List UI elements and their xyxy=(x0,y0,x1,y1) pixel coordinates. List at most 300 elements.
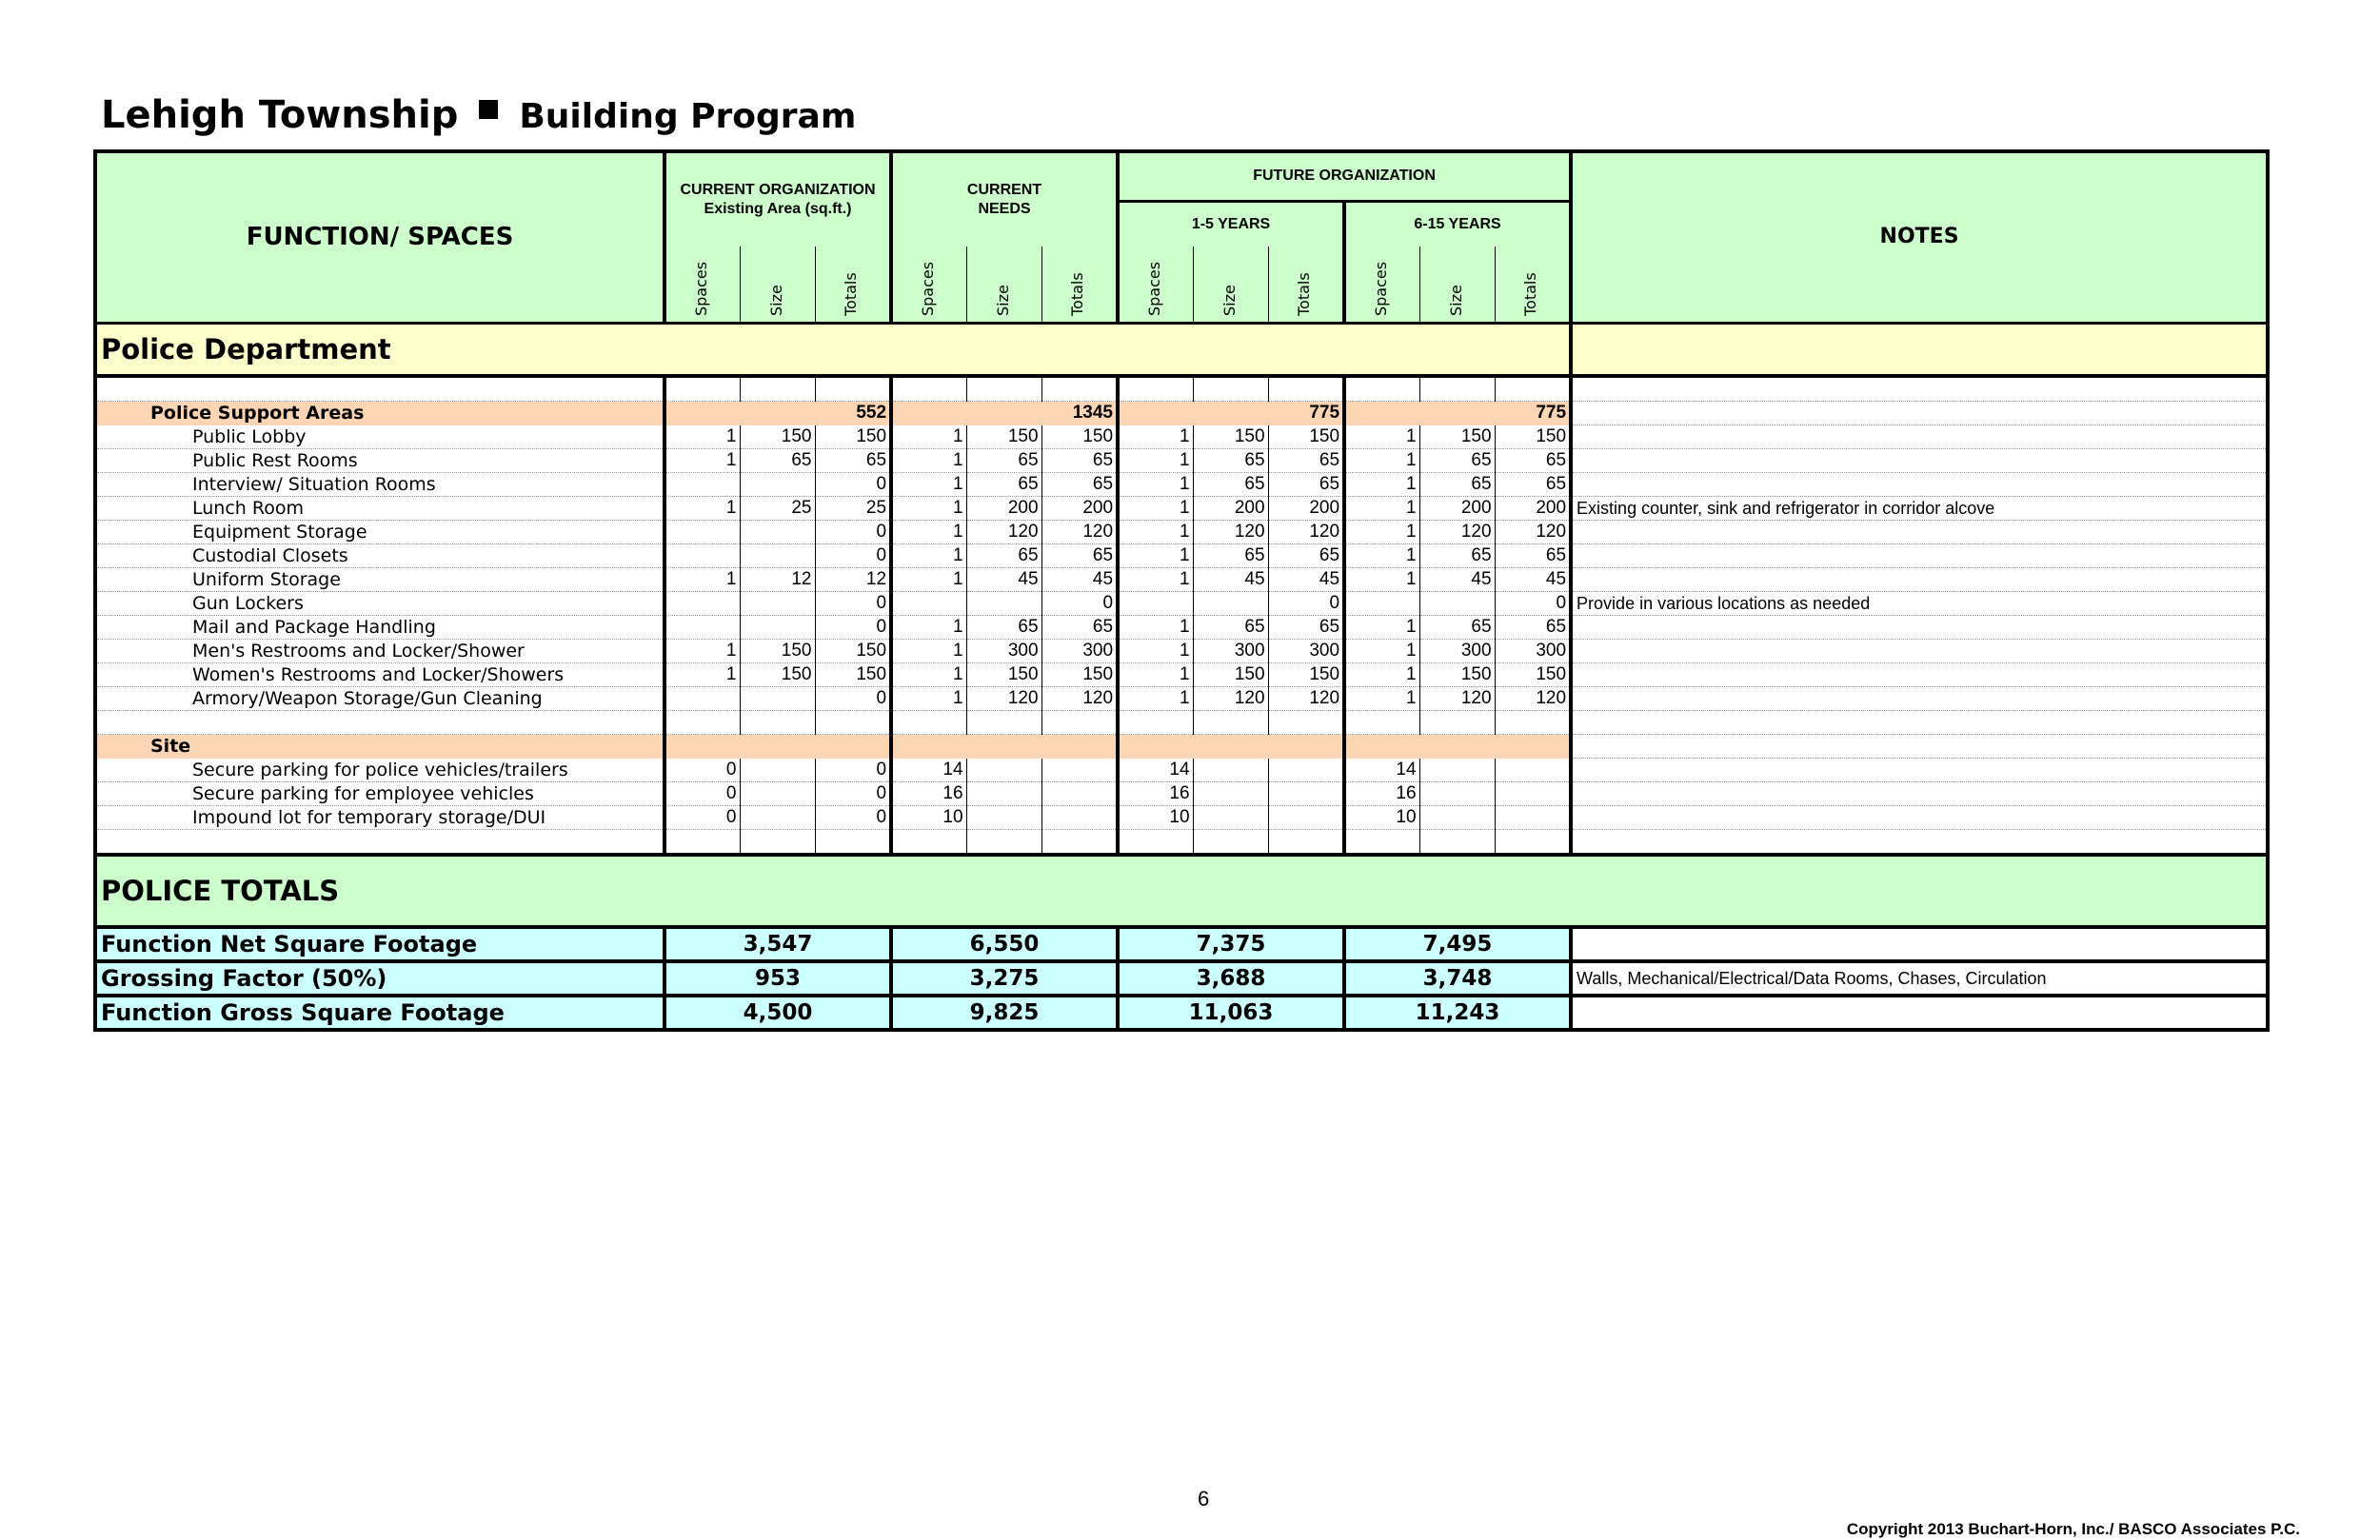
blank-cell xyxy=(740,711,815,735)
blank-cell xyxy=(95,376,664,402)
value-cell: 1 xyxy=(1118,473,1193,497)
category-cell xyxy=(740,735,815,759)
notes-cell xyxy=(1571,376,2268,402)
space-name: Armory/Weapon Storage/Gun Cleaning xyxy=(95,687,664,711)
value-cell xyxy=(1041,782,1118,806)
value-cell: 10 xyxy=(891,806,966,830)
years-6-15-header: 6-15 YEARS xyxy=(1344,201,1571,247)
value-cell: 1 xyxy=(891,663,966,687)
value-cell: 150 xyxy=(1419,425,1495,449)
blank-cell xyxy=(1344,830,1419,856)
space-name: Equipment Storage xyxy=(95,521,664,544)
blank-cell xyxy=(1118,830,1193,856)
value-cell: 1 xyxy=(1344,425,1419,449)
value-cell xyxy=(740,687,815,711)
value-cell: 300 xyxy=(1495,640,1571,663)
value-cell: 1 xyxy=(1118,497,1193,521)
value-cell: 65 xyxy=(1268,449,1344,473)
totals-value: 6,550 xyxy=(891,927,1118,961)
value-cell: 14 xyxy=(1118,759,1193,782)
value-cell: 65 xyxy=(1041,616,1118,640)
blank-cell xyxy=(1495,711,1571,735)
blank-cell xyxy=(1419,376,1495,402)
notes-section-cell xyxy=(1571,323,2268,376)
category-cell xyxy=(891,735,966,759)
column-header-size: Size xyxy=(966,247,1041,323)
blank-cell xyxy=(1344,711,1419,735)
category-cell xyxy=(740,402,815,425)
value-cell xyxy=(1419,782,1495,806)
current-needs-header xyxy=(891,151,1118,247)
blank-cell xyxy=(891,376,966,402)
value-cell: 1 xyxy=(664,497,740,521)
value-cell: 1 xyxy=(1344,663,1419,687)
blank-cell xyxy=(1268,376,1344,402)
blank-cell xyxy=(95,711,664,735)
value-cell: 1 xyxy=(664,425,740,449)
blank-cell xyxy=(966,376,1041,402)
value-cell: 14 xyxy=(1344,759,1419,782)
value-cell: 1 xyxy=(1118,687,1193,711)
value-cell: 1 xyxy=(891,473,966,497)
totals-note: Walls, Mechanical/Electrical/Data Rooms, Chases, Circulation xyxy=(1571,961,2268,996)
value-cell: 150 xyxy=(740,640,815,663)
value-cell: 120 xyxy=(1041,687,1118,711)
notes-cell xyxy=(1571,402,2268,425)
value-cell: 150 xyxy=(1193,663,1268,687)
value-cell: 300 xyxy=(966,640,1041,663)
totals-value: 4,500 xyxy=(664,996,891,1030)
blank-cell xyxy=(1118,711,1193,735)
value-cell: 65 xyxy=(1268,616,1344,640)
value-cell: 120 xyxy=(1419,521,1495,544)
space-name: Men's Restrooms and Locker/Shower xyxy=(95,640,664,663)
value-cell: 65 xyxy=(966,544,1041,568)
category-cell xyxy=(1344,735,1419,759)
value-cell: 0 xyxy=(815,687,891,711)
value-cell: 150 xyxy=(1268,663,1344,687)
totals-value: 11,243 xyxy=(1344,996,1571,1030)
blank-cell xyxy=(1193,376,1268,402)
building-program-table xyxy=(93,149,2270,1032)
notes-cell xyxy=(1571,711,2268,735)
value-cell: 200 xyxy=(1041,497,1118,521)
value-cell: 0 xyxy=(664,782,740,806)
column-header-totals: Totals xyxy=(815,247,891,323)
value-cell: 1 xyxy=(891,687,966,711)
value-cell: 0 xyxy=(815,521,891,544)
notes-cell xyxy=(1571,521,2268,544)
space-name: Interview/ Situation Rooms xyxy=(95,473,664,497)
value-cell: 200 xyxy=(966,497,1041,521)
value-cell xyxy=(740,544,815,568)
category-cell xyxy=(966,735,1041,759)
value-cell: 65 xyxy=(1419,449,1495,473)
value-cell xyxy=(1419,806,1495,830)
value-cell: 150 xyxy=(1495,425,1571,449)
value-cell: 65 xyxy=(1193,544,1268,568)
value-cell: 150 xyxy=(966,425,1041,449)
value-cell: 25 xyxy=(815,497,891,521)
value-cell xyxy=(664,473,740,497)
value-cell: 150 xyxy=(1495,663,1571,687)
value-cell: 65 xyxy=(1041,473,1118,497)
years-1-5-header: 1-5 YEARS xyxy=(1118,201,1344,247)
value-cell xyxy=(1118,592,1193,616)
value-cell xyxy=(1041,759,1118,782)
space-name: Secure parking for police vehicles/trailers xyxy=(95,759,664,782)
value-cell: 1 xyxy=(1344,544,1419,568)
column-header-size: Size xyxy=(1193,247,1268,323)
notes-cell xyxy=(1571,449,2268,473)
blank-cell xyxy=(815,830,891,856)
notes-cell xyxy=(1571,425,2268,449)
category-cell xyxy=(664,735,740,759)
category-cell xyxy=(966,402,1041,425)
police-department-heading: Police Department xyxy=(95,323,1571,376)
space-name: Custodial Closets xyxy=(95,544,664,568)
value-cell: 65 xyxy=(1495,616,1571,640)
value-cell: 10 xyxy=(1118,806,1193,830)
value-cell: 1 xyxy=(891,449,966,473)
value-cell: 1 xyxy=(664,640,740,663)
value-cell: 1 xyxy=(1344,449,1419,473)
value-cell xyxy=(740,592,815,616)
blank-cell xyxy=(1419,711,1495,735)
blank-cell xyxy=(664,830,740,856)
value-cell: 1 xyxy=(891,521,966,544)
value-cell: 1 xyxy=(1118,425,1193,449)
value-cell: 45 xyxy=(1193,568,1268,592)
value-cell: 65 xyxy=(740,449,815,473)
value-cell: 65 xyxy=(1041,449,1118,473)
value-cell: 65 xyxy=(1419,616,1495,640)
value-cell xyxy=(1193,592,1268,616)
value-cell xyxy=(1495,806,1571,830)
value-cell: 120 xyxy=(1268,521,1344,544)
category-cell xyxy=(1193,735,1268,759)
value-cell xyxy=(966,782,1041,806)
notes-cell xyxy=(1571,735,2268,759)
value-cell: 65 xyxy=(1193,449,1268,473)
value-cell: 0 xyxy=(815,759,891,782)
value-cell: 45 xyxy=(1041,568,1118,592)
value-cell: 12 xyxy=(815,568,891,592)
value-cell: 16 xyxy=(1118,782,1193,806)
value-cell: 65 xyxy=(966,449,1041,473)
value-cell xyxy=(664,592,740,616)
category-cell xyxy=(1118,402,1193,425)
column-header-totals: Totals xyxy=(1268,247,1344,323)
column-header-size: Size xyxy=(1419,247,1495,323)
page-number: 6 xyxy=(1198,1487,1210,1510)
space-name: Women's Restrooms and Locker/Showers xyxy=(95,663,664,687)
blank-cell xyxy=(966,711,1041,735)
value-cell xyxy=(966,592,1041,616)
value-cell: 150 xyxy=(740,663,815,687)
totals-value: 7,495 xyxy=(1344,927,1571,961)
space-name: Mail and Package Handling xyxy=(95,616,664,640)
value-cell: 0 xyxy=(1041,592,1118,616)
value-cell: 65 xyxy=(1419,544,1495,568)
value-cell: 0 xyxy=(1495,592,1571,616)
value-cell: 120 xyxy=(1495,687,1571,711)
totals-label: Function Gross Square Footage xyxy=(95,996,664,1030)
notes-cell xyxy=(1571,544,2268,568)
value-cell xyxy=(1193,759,1268,782)
value-cell: 65 xyxy=(1268,544,1344,568)
value-cell xyxy=(1041,806,1118,830)
notes-cell xyxy=(1571,806,2268,830)
value-cell xyxy=(740,759,815,782)
totals-label: Grossing Factor (50%) xyxy=(95,961,664,996)
blank-cell xyxy=(740,830,815,856)
category-cell xyxy=(664,402,740,425)
blank-cell xyxy=(1193,830,1268,856)
value-cell xyxy=(740,806,815,830)
value-cell xyxy=(1268,759,1344,782)
value-cell: 150 xyxy=(815,640,891,663)
value-cell: 1 xyxy=(1344,640,1419,663)
category-cell xyxy=(1419,735,1495,759)
existing-area-subtitle: Existing Area (sq.ft.) xyxy=(704,201,852,217)
value-cell: 120 xyxy=(1495,521,1571,544)
totals-value: 7,375 xyxy=(1118,927,1344,961)
value-cell: 0 xyxy=(815,473,891,497)
space-name: Gun Lockers xyxy=(95,592,664,616)
value-cell: 200 xyxy=(1193,497,1268,521)
value-cell: 1 xyxy=(1118,640,1193,663)
value-cell xyxy=(740,521,815,544)
value-cell: 1 xyxy=(891,425,966,449)
current-needs-line1: CURRENT xyxy=(966,182,1042,198)
totals-label: Function Net Square Footage xyxy=(95,927,664,961)
value-cell: 65 xyxy=(1193,616,1268,640)
title-text: Lehigh Township xyxy=(101,93,459,137)
value-cell: 1 xyxy=(1118,568,1193,592)
value-cell: 65 xyxy=(1193,473,1268,497)
value-cell: 150 xyxy=(1193,425,1268,449)
totals-value: 3,547 xyxy=(664,927,891,961)
copyright-text: Copyright 2013 Buchart-Horn, Inc./ BASCO Associates P.C. xyxy=(1846,1520,2300,1538)
blank-cell xyxy=(1118,376,1193,402)
notes-cell xyxy=(1571,640,2268,663)
value-cell: 120 xyxy=(1268,687,1344,711)
value-cell: 300 xyxy=(1268,640,1344,663)
value-cell xyxy=(966,806,1041,830)
category-total xyxy=(1268,735,1344,759)
value-cell: 0 xyxy=(815,782,891,806)
value-cell: 0 xyxy=(1268,592,1344,616)
blank-cell xyxy=(1041,830,1118,856)
column-header-totals: Totals xyxy=(1495,247,1571,323)
value-cell: 0 xyxy=(815,592,891,616)
value-cell: 200 xyxy=(1268,497,1344,521)
space-name: Secure parking for employee vehicles xyxy=(95,782,664,806)
value-cell: 1 xyxy=(1344,568,1419,592)
value-cell: 45 xyxy=(1419,568,1495,592)
value-cell: 0 xyxy=(815,616,891,640)
value-cell xyxy=(740,473,815,497)
totals-value: 3,688 xyxy=(1118,961,1344,996)
column-header-spaces: Spaces xyxy=(1344,247,1419,323)
notes-cell: Existing counter, sink and refrigerator in corridor alcove xyxy=(1571,497,2268,521)
category-cell xyxy=(1193,402,1268,425)
category-cell xyxy=(1419,402,1495,425)
blank-cell xyxy=(815,711,891,735)
blank-cell xyxy=(1041,376,1118,402)
notes-cell xyxy=(1571,759,2268,782)
notes-cell: Provide in various locations as needed xyxy=(1571,592,2268,616)
value-cell: 45 xyxy=(1495,568,1571,592)
value-cell: 150 xyxy=(1041,425,1118,449)
value-cell: 65 xyxy=(1419,473,1495,497)
value-cell xyxy=(1419,592,1495,616)
blank-cell xyxy=(891,711,966,735)
value-cell: 65 xyxy=(1495,449,1571,473)
value-cell xyxy=(664,521,740,544)
value-cell: 1 xyxy=(1344,497,1419,521)
value-cell xyxy=(966,759,1041,782)
notes-header: NOTES xyxy=(1571,151,2268,323)
value-cell: 12 xyxy=(740,568,815,592)
space-name: Lunch Room xyxy=(95,497,664,521)
value-cell: 300 xyxy=(1041,640,1118,663)
value-cell: 1 xyxy=(664,449,740,473)
blank-cell xyxy=(95,830,664,856)
future-organization-header: FUTURE ORGANIZATION xyxy=(1118,151,1571,201)
value-cell: 1 xyxy=(1344,521,1419,544)
square-bullet-icon xyxy=(479,100,498,119)
blank-cell xyxy=(1495,376,1571,402)
value-cell xyxy=(1495,782,1571,806)
category-cell xyxy=(1344,402,1419,425)
value-cell xyxy=(664,687,740,711)
space-name: Public Lobby xyxy=(95,425,664,449)
blank-cell xyxy=(815,376,891,402)
value-cell xyxy=(1419,759,1495,782)
value-cell: 1 xyxy=(891,616,966,640)
value-cell: 10 xyxy=(1344,806,1419,830)
value-cell: 0 xyxy=(815,806,891,830)
category-cell xyxy=(1118,735,1193,759)
blank-cell xyxy=(664,376,740,402)
value-cell: 150 xyxy=(815,425,891,449)
value-cell: 300 xyxy=(1193,640,1268,663)
notes-cell xyxy=(1571,782,2268,806)
blank-cell xyxy=(664,711,740,735)
current-needs-line2: NEEDS xyxy=(978,201,1031,217)
category-total: 552 xyxy=(815,402,891,425)
value-cell: 65 xyxy=(966,473,1041,497)
value-cell: 120 xyxy=(1193,521,1268,544)
value-cell xyxy=(1193,782,1268,806)
value-cell: 0 xyxy=(815,544,891,568)
value-cell: 45 xyxy=(966,568,1041,592)
value-cell xyxy=(740,616,815,640)
value-cell: 1 xyxy=(1118,616,1193,640)
space-name: Impound lot for temporary storage/DUI xyxy=(95,806,664,830)
blank-cell xyxy=(1268,711,1344,735)
current-organization-title: CURRENT ORGANIZATION xyxy=(680,182,876,198)
category-total xyxy=(815,735,891,759)
value-cell: 65 xyxy=(1268,473,1344,497)
value-cell: 200 xyxy=(1419,497,1495,521)
value-cell: 120 xyxy=(1419,687,1495,711)
totals-note xyxy=(1571,927,2268,961)
value-cell: 1 xyxy=(1344,473,1419,497)
value-cell: 14 xyxy=(891,759,966,782)
value-cell xyxy=(664,616,740,640)
blank-cell xyxy=(1268,830,1344,856)
value-cell: 65 xyxy=(1495,473,1571,497)
page-title xyxy=(101,93,856,137)
category-total xyxy=(1495,735,1571,759)
value-cell: 150 xyxy=(740,425,815,449)
value-cell: 45 xyxy=(1268,568,1344,592)
value-cell: 1 xyxy=(891,568,966,592)
value-cell: 1 xyxy=(891,640,966,663)
totals-value: 3,275 xyxy=(891,961,1118,996)
value-cell: 150 xyxy=(966,663,1041,687)
blank-cell xyxy=(1193,711,1268,735)
value-cell: 120 xyxy=(1041,521,1118,544)
value-cell xyxy=(664,544,740,568)
totals-value: 953 xyxy=(664,961,891,996)
function-spaces-header: FUNCTION/ SPACES xyxy=(95,151,664,323)
value-cell: 120 xyxy=(1193,687,1268,711)
value-cell: 1 xyxy=(891,497,966,521)
notes-cell xyxy=(1571,687,2268,711)
notes-cell xyxy=(1571,568,2268,592)
space-name: Public Rest Rooms xyxy=(95,449,664,473)
blank-cell xyxy=(891,830,966,856)
blank-cell xyxy=(1419,830,1495,856)
value-cell xyxy=(1344,592,1419,616)
value-cell: 65 xyxy=(966,616,1041,640)
value-cell: 16 xyxy=(891,782,966,806)
value-cell xyxy=(740,782,815,806)
value-cell: 16 xyxy=(1344,782,1419,806)
value-cell: 1 xyxy=(1118,521,1193,544)
notes-cell xyxy=(1571,473,2268,497)
column-header-totals: Totals xyxy=(1041,247,1118,323)
value-cell: 1 xyxy=(664,568,740,592)
column-header-spaces: Spaces xyxy=(1118,247,1193,323)
value-cell: 300 xyxy=(1419,640,1495,663)
current-organization-header xyxy=(664,151,891,247)
value-cell: 65 xyxy=(1495,544,1571,568)
value-cell: 1 xyxy=(891,544,966,568)
blank-cell xyxy=(1041,711,1118,735)
value-cell: 120 xyxy=(966,521,1041,544)
value-cell: 1 xyxy=(1344,687,1419,711)
column-header-spaces: Spaces xyxy=(664,247,740,323)
value-cell: 65 xyxy=(1041,544,1118,568)
blank-cell xyxy=(1495,830,1571,856)
category-total xyxy=(1041,735,1118,759)
value-cell: 120 xyxy=(966,687,1041,711)
blank-cell xyxy=(966,830,1041,856)
value-cell xyxy=(1268,782,1344,806)
value-cell: 1 xyxy=(1344,616,1419,640)
value-cell: 150 xyxy=(1419,663,1495,687)
space-name: Uniform Storage xyxy=(95,568,664,592)
category-total: 1345 xyxy=(1041,402,1118,425)
totals-value: 9,825 xyxy=(891,996,1118,1030)
value-cell xyxy=(1193,806,1268,830)
notes-cell xyxy=(1571,616,2268,640)
